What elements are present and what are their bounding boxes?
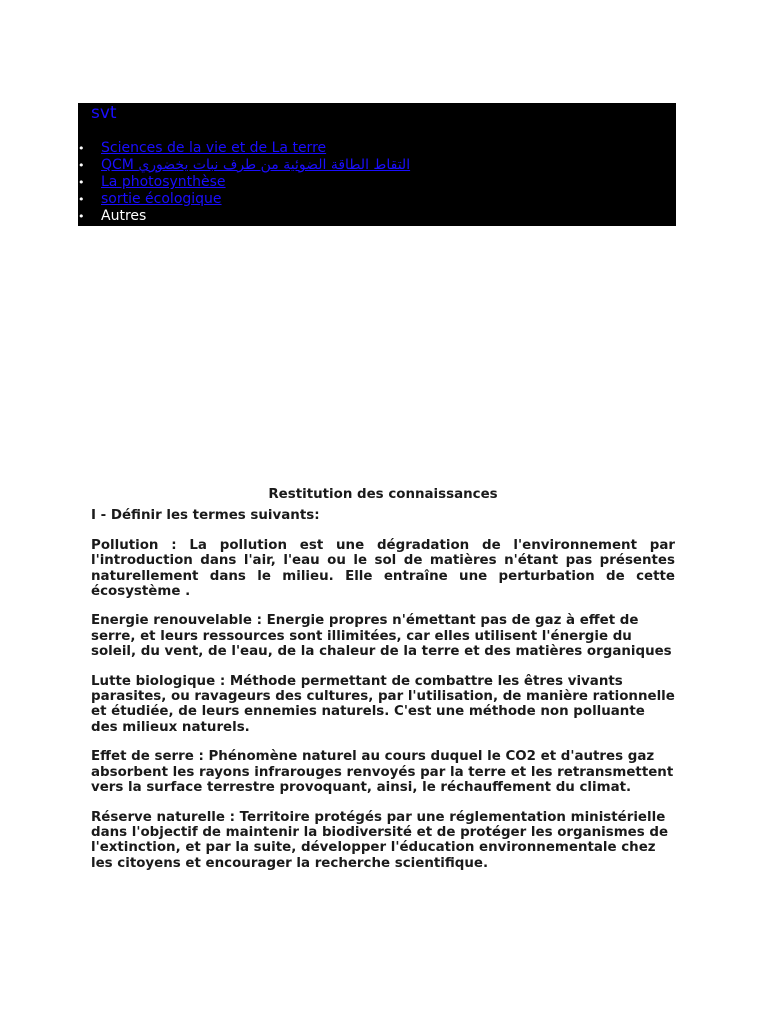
site-title-link[interactable]: svt (91, 103, 117, 123)
definition-effet-de-serre: Effet de serre : Phénomène naturel au cours duquel le CO2 et d'autres gaz absorbent les rayons infrarouges renvoyés par la terre et les retransmettent vers la surface terrestre provoquant, ainsi, le réchauffement du climat. (91, 749, 674, 796)
nav-item-qcm (78, 157, 410, 174)
section-heading: I - Définir les termes suivants: (91, 508, 320, 524)
nav-item-autres[interactable] (78, 208, 410, 225)
page-title: Restitution des connaissances (268, 487, 498, 502)
bullet-icon: • (78, 193, 85, 206)
definition-reserve-naturelle: Réserve naturelle : Territoire protégés par une réglementation ministérielle dans l'objectif de maintenir la biodiversité et de protéger les organismes de l'extinction, et par la suite, développer l'éducation environnementale chez les citoyens et encourager la recherche scientifique. (91, 809, 669, 871)
nav-item-sortie (78, 191, 410, 208)
definition-energie-renouvelable: Energie renouvelable : Energie propres n'émettant pas de gaz à effet de serre, et leurs ressources sont illimitées, car elles utilisent l'énergie du soleil, du vent, de l'eau, de la chaleur de la terre et des matières organiques (91, 613, 672, 660)
definition-lutte-biologique: Lutte biologique : Méthode permettant de combattre les êtres vivants parasites, ou ravageurs des cultures, par l'utilisation, de manière rationnelle et étudiée, de leurs ennemies naturels. C'est une méthode non polluante des milieux naturels. (91, 673, 675, 735)
nav-label-autres: Autres (101, 208, 147, 224)
nav-menu (78, 140, 410, 225)
bullet-icon: • (78, 210, 85, 223)
main-content (91, 487, 675, 885)
bullet-icon: • (78, 159, 85, 172)
nav-item-photosynthese (78, 174, 410, 191)
nav-link-photosynthese[interactable]: La photosynthèse (101, 174, 226, 190)
bullet-icon: • (78, 176, 85, 189)
nav-link-qcm[interactable]: QCM التقاط الطاقة الضوئية من طرف نبات يخضوري (101, 157, 411, 173)
bullet-icon: • (78, 142, 85, 155)
definition-pollution: Pollution : La pollution est une dégradation de l'environnement par l'introduction dans l'air, l'eau ou le sol de matières n'étant pas présentes naturellement dans le milieu. Elle entraîne une perturbation de cette écosystème . (91, 537, 675, 600)
nav-link-sortie-ecologique[interactable]: sortie écologique (101, 191, 222, 207)
nav-link-sciences[interactable]: Sciences de la vie et de La terre (101, 140, 327, 156)
nav-item-sciences (78, 140, 410, 157)
